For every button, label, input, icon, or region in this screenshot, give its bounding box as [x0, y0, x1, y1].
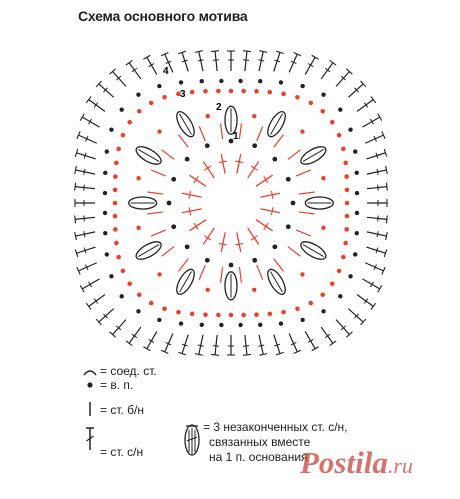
chain-stitch — [295, 306, 300, 311]
chain-stitch — [341, 147, 346, 152]
chain-stitch — [116, 255, 121, 260]
legend-chain-label: = в. п. — [100, 378, 134, 392]
chain-stitch — [286, 224, 291, 229]
inner-single-crochet-tick — [189, 191, 191, 199]
mid-single-crochet — [257, 265, 263, 280]
double-crochet-tick — [84, 215, 85, 221]
chain-stitch — [321, 226, 325, 230]
chain-stitch — [219, 79, 223, 83]
chain-stitch — [345, 188, 350, 193]
double-crochet-top — [126, 341, 132, 346]
inner-single-crochet — [182, 193, 202, 197]
chain-stitch — [338, 294, 342, 298]
double-crochet — [82, 279, 99, 289]
double-crochet-top — [86, 96, 91, 102]
double-crochet — [129, 63, 141, 79]
chain-stitch — [203, 312, 208, 317]
chain-stitch — [321, 92, 325, 96]
double-crochet-tick — [84, 185, 85, 191]
chain-stitch — [353, 252, 357, 256]
chain-stitch — [119, 107, 123, 111]
inner-single-crochet — [260, 209, 280, 213]
chain-stitch — [309, 101, 314, 106]
chain-stitch — [300, 84, 304, 88]
double-crochet — [76, 232, 96, 236]
chain-stitch — [355, 211, 359, 215]
inner-single-crochet-tick — [271, 191, 273, 199]
legend-single-crochet-label: = ст. б/н — [100, 403, 145, 417]
double-crochet — [99, 84, 114, 97]
chain-stitch — [105, 149, 109, 153]
chain-stitch — [258, 323, 262, 327]
chain-stitch — [113, 174, 118, 179]
chain-stitch — [157, 84, 161, 88]
double-crochet-top — [312, 347, 319, 351]
double-crochet — [348, 84, 363, 97]
chain-stitch — [167, 201, 172, 206]
chain-stitch — [279, 321, 283, 325]
chain-stitch — [179, 321, 183, 325]
mid-single-crochet — [288, 247, 301, 257]
double-crochet-icon — [86, 428, 94, 450]
chain-stitch — [229, 263, 234, 268]
chain-stitch — [216, 313, 221, 318]
cluster-stitch-stem — [303, 149, 324, 161]
double-crochet-top — [312, 55, 319, 59]
diagram-title: Схема основного мотива — [78, 8, 248, 24]
slip-stitch-icon — [84, 371, 96, 375]
chain-stitch — [149, 101, 154, 106]
cluster-stitch-stem — [303, 245, 324, 257]
chain-stitch — [149, 301, 154, 306]
inner-single-crochet — [221, 154, 225, 174]
double-crochet-top — [86, 303, 91, 309]
inner-single-crochet-tick — [251, 166, 258, 170]
chain-stitch-icon — [87, 382, 92, 387]
chain-stitch — [320, 109, 325, 114]
inner-single-crochet-tick — [264, 223, 268, 230]
legend-cluster-line-1: = 3 незаконченных ст. с/н, — [203, 420, 348, 434]
chain-stitch — [157, 129, 161, 133]
chain-stitch — [272, 244, 277, 249]
mid-single-crochet — [179, 259, 189, 272]
double-crochet — [199, 335, 203, 355]
double-crochet-tick — [378, 185, 379, 191]
chain-stitch — [321, 309, 325, 313]
chain-stitch — [206, 114, 210, 118]
chain-stitch — [219, 323, 223, 327]
chain-stitch — [353, 149, 357, 153]
double-crochet-top — [80, 285, 84, 292]
double-crochet-tick — [84, 231, 85, 237]
chain-stitch — [330, 281, 335, 286]
double-crochet — [367, 187, 387, 189]
mid-single-crochet — [288, 150, 301, 160]
double-crochet — [362, 279, 379, 289]
chain-stitch — [136, 92, 140, 96]
double-crochet — [129, 327, 141, 343]
chain-stitch — [136, 309, 140, 313]
double-crochet-tick — [377, 169, 378, 175]
chain-stitch — [252, 288, 256, 292]
legend-double-crochet-label: = ст. с/н — [100, 445, 144, 459]
chain-stitch — [105, 252, 109, 256]
inner-single-crochet — [237, 154, 241, 174]
double-crochet — [321, 63, 333, 79]
chain-stitch — [157, 272, 161, 276]
inner-single-crochet-tick — [264, 176, 268, 183]
chain-stitch — [185, 157, 190, 162]
chain-stitch — [205, 258, 210, 263]
cluster-stitch-icon — [185, 425, 199, 455]
double-crochet — [259, 335, 263, 355]
chain-stitch — [171, 224, 176, 229]
chain-stitch — [252, 143, 257, 148]
watermark-logo — [300, 445, 413, 481]
mid-single-crochet — [296, 230, 311, 236]
double-crochet-tick — [258, 60, 264, 61]
chain-stitch — [157, 318, 161, 322]
mid-single-crochet — [151, 230, 166, 236]
double-crochet-top — [143, 347, 150, 351]
double-crochet-top — [386, 183, 387, 191]
double-crochet — [215, 51, 217, 71]
mid-single-crochet — [239, 267, 241, 283]
chain-stitch — [136, 226, 140, 230]
double-crochet — [362, 117, 379, 127]
mid-single-crochet — [299, 212, 315, 214]
chain-stitch — [300, 129, 304, 133]
mid-single-crochet — [220, 267, 222, 283]
chain-stitch — [272, 157, 277, 162]
double-crochet-tick — [213, 346, 219, 347]
inner-single-crochet — [221, 232, 225, 252]
chain-stitch — [281, 92, 286, 97]
mid-single-crochet — [199, 126, 205, 141]
chain-stitch — [103, 211, 107, 215]
double-crochet — [259, 52, 263, 72]
chain-stitch — [320, 292, 325, 297]
chain-stitch — [338, 107, 342, 111]
double-crochet — [357, 100, 373, 112]
legend-cluster-line-2: связанных вместе — [209, 435, 311, 449]
double-crochet-top — [330, 341, 336, 346]
double-crochet — [89, 100, 105, 112]
mid-single-crochet — [162, 247, 175, 257]
chain-stitch — [286, 177, 291, 182]
chain-stitch — [345, 214, 350, 219]
cluster-stitch-stem — [179, 271, 191, 292]
double-crochet — [367, 232, 387, 236]
double-crochet — [75, 217, 95, 219]
row-label-4: 4 — [163, 66, 169, 77]
chain-stitch — [300, 318, 304, 322]
double-crochet-top — [211, 354, 219, 355]
chain-stitch — [109, 128, 113, 132]
chain-stitch — [190, 90, 195, 95]
cluster-stitch-stem — [271, 271, 283, 292]
mid-single-crochet — [151, 170, 166, 176]
chain-stitch — [345, 201, 350, 206]
double-crochet-tick — [94, 102, 98, 107]
chain-stitch — [200, 323, 204, 327]
double-crochet-top — [243, 354, 251, 355]
chain-stitch — [241, 313, 246, 318]
double-crochet-top — [75, 215, 76, 223]
chain-stitch — [103, 171, 107, 175]
chain-stitch — [268, 312, 273, 317]
chain-stitch — [355, 191, 359, 195]
inner-single-crochet-tick — [204, 166, 211, 170]
double-crochet-top — [75, 183, 76, 191]
chain-stitch — [258, 79, 262, 83]
chain-stitch — [185, 244, 190, 249]
double-crochet-top — [243, 51, 251, 52]
double-crochet — [82, 117, 99, 127]
chain-stitch — [330, 120, 335, 125]
inner-single-crochet — [182, 209, 202, 213]
chain-stitch — [254, 89, 259, 94]
motif-stitches — [75, 51, 388, 356]
double-crochet — [89, 295, 105, 307]
double-crochet — [367, 217, 387, 219]
chain-stitch — [343, 161, 348, 166]
inner-single-crochet-tick — [219, 243, 227, 245]
chain-stitch — [127, 281, 132, 286]
double-crochet-tick — [243, 60, 249, 61]
chain-stitch — [238, 79, 242, 83]
chain-stitch — [268, 90, 273, 95]
chain-stitch — [238, 323, 242, 327]
chain-stitch — [229, 313, 234, 318]
row-label-1: 1 — [233, 131, 239, 142]
inner-single-crochet — [237, 232, 241, 252]
chain-stitch — [216, 89, 221, 94]
chain-stitch — [121, 133, 126, 138]
chain-stitch — [113, 188, 118, 193]
chain-stitch — [137, 109, 142, 114]
double-crochet — [245, 51, 247, 71]
chain-stitch — [103, 191, 107, 195]
inner-single-crochet-tick — [235, 243, 243, 245]
double-crochet-top — [371, 303, 376, 309]
chain-stitch — [344, 174, 349, 179]
double-crochet — [99, 309, 114, 322]
double-crochet-top — [143, 55, 150, 59]
row-label-3: 3 — [180, 89, 186, 100]
double-crochet-tick — [364, 299, 368, 304]
mid-single-crochet — [257, 126, 263, 141]
mid-single-crochet — [179, 135, 189, 148]
chain-stitch — [116, 147, 121, 152]
chain-stitch — [114, 161, 119, 166]
chain-stitch — [171, 177, 176, 182]
double-crochet — [147, 57, 157, 74]
chain-stitch — [337, 269, 342, 274]
double-crochet-tick — [132, 334, 137, 338]
cluster-stitch-stem — [271, 114, 283, 135]
double-crochet-tick — [378, 215, 379, 221]
cluster-stitch-stem — [138, 149, 159, 161]
double-crochet — [215, 335, 217, 355]
chain-stitch — [119, 294, 123, 298]
inner-single-crochet-tick — [271, 207, 273, 215]
mid-single-crochet — [274, 259, 284, 272]
double-crochet — [245, 335, 247, 355]
mid-single-crochet — [199, 265, 205, 280]
mid-single-crochet — [274, 135, 284, 148]
chain-stitch — [344, 227, 349, 232]
inner-single-crochet-tick — [204, 236, 211, 240]
double-crochet-top — [80, 114, 84, 121]
chain-stitch — [179, 80, 183, 84]
chain-stitch — [321, 176, 325, 180]
chain-stitch — [252, 258, 257, 263]
chain-stitch — [136, 176, 140, 180]
inner-single-crochet — [260, 193, 280, 197]
mid-single-crochet — [239, 123, 241, 139]
double-crochet-tick — [325, 68, 330, 72]
double-crochet — [336, 71, 349, 86]
chain-stitch — [109, 274, 113, 278]
inner-single-crochet-tick — [235, 161, 243, 163]
double-crochet-tick — [198, 60, 204, 61]
chain-stitch — [355, 231, 359, 235]
chain-stitch — [127, 120, 132, 125]
chain-stitch — [137, 292, 142, 297]
chain-stitch — [206, 288, 210, 292]
chain-stitch — [291, 201, 296, 206]
chain-stitch — [200, 79, 204, 83]
mid-single-crochet — [147, 192, 163, 194]
chain-stitch — [121, 269, 126, 274]
chain-stitch — [252, 114, 256, 118]
double-crochet-top — [378, 285, 382, 292]
watermark-domain: .ru — [387, 453, 413, 478]
double-crochet — [348, 309, 363, 322]
double-crochet — [75, 187, 95, 189]
double-crochet — [113, 320, 126, 335]
chain-stitch — [343, 241, 348, 246]
cluster-stitch-stem — [179, 114, 191, 135]
chain-stitch — [162, 95, 167, 100]
double-crochet-tick — [84, 169, 85, 175]
chain-stitch — [254, 312, 259, 317]
double-crochet-tick — [377, 231, 378, 237]
inner-single-crochet-tick — [219, 161, 227, 163]
double-crochet-tick — [213, 60, 219, 61]
mid-single-crochet — [296, 170, 311, 176]
legend-cluster-line-3: на 1 п. основания — [209, 450, 308, 464]
double-crochet-tick — [198, 345, 204, 346]
double-crochet-top — [386, 215, 387, 223]
double-crochet — [357, 295, 373, 307]
mid-single-crochet — [147, 212, 163, 214]
double-crochet-tick — [364, 102, 368, 107]
chain-stitch — [103, 231, 107, 235]
chain-stitch — [113, 201, 118, 206]
chain-stitch — [203, 89, 208, 94]
double-crochet-top — [211, 51, 219, 52]
chain-stitch — [309, 301, 314, 306]
chain-stitch — [348, 128, 352, 132]
double-crochet-top — [371, 96, 376, 102]
double-crochet-tick — [325, 334, 330, 338]
chain-stitch — [114, 241, 119, 246]
legend-slip-stitch-label: = соед. ст. — [100, 364, 157, 378]
double-crochet-tick — [243, 346, 249, 347]
chain-stitch — [279, 80, 283, 84]
chain-stitch — [190, 312, 195, 317]
chain-stitch — [281, 310, 286, 315]
double-crochet — [199, 52, 203, 72]
double-crochet — [305, 331, 315, 348]
inner-single-crochet-tick — [194, 223, 198, 230]
chain-stitch — [113, 214, 118, 219]
watermark-name: Postila — [300, 445, 388, 480]
chain-stitch — [295, 95, 300, 100]
double-crochet — [321, 327, 333, 343]
mid-single-crochet — [162, 150, 175, 160]
double-crochet — [147, 331, 157, 348]
double-crochet — [305, 57, 315, 74]
double-crochet-top — [330, 60, 336, 65]
double-crochet-top — [126, 60, 132, 65]
chain-stitch — [229, 89, 234, 94]
double-crochet — [113, 71, 126, 86]
row-label-2: 2 — [216, 102, 222, 113]
cluster-stitch-stem — [138, 245, 159, 257]
double-crochet — [367, 170, 387, 174]
double-crochet-tick — [132, 68, 137, 72]
double-crochet — [336, 320, 349, 335]
chain-stitch — [205, 143, 210, 148]
chain-stitch — [337, 133, 342, 138]
chain-stitch — [348, 274, 352, 278]
inner-single-crochet-tick — [189, 207, 191, 215]
chain-stitch — [300, 272, 304, 276]
chain-stitch — [176, 310, 181, 315]
chain-stitch — [113, 227, 118, 232]
double-crochet-tick — [258, 345, 264, 346]
chain-stitch — [355, 171, 359, 175]
chain-stitch — [341, 255, 346, 260]
mid-single-crochet — [299, 192, 315, 194]
chain-stitch — [241, 89, 246, 94]
chain-stitch — [162, 306, 167, 311]
double-crochet-top — [378, 114, 382, 121]
double-crochet — [76, 170, 96, 174]
inner-single-crochet-tick — [251, 236, 258, 240]
inner-single-crochet-tick — [194, 176, 198, 183]
mid-single-crochet — [220, 123, 222, 139]
double-crochet-tick — [94, 299, 98, 304]
